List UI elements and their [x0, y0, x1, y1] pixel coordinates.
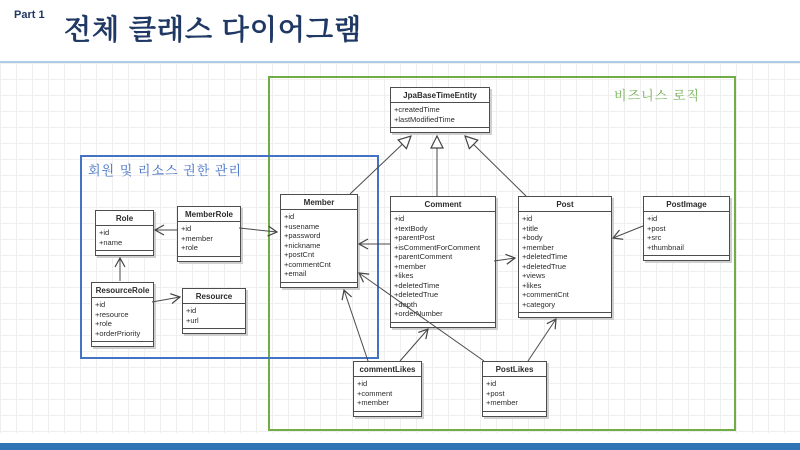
class-role	[95, 210, 154, 256]
class-attribute: +id	[284, 212, 295, 221]
class-operations-empty	[644, 256, 729, 260]
class-attribute: +password	[284, 231, 321, 240]
class-attributes	[281, 210, 357, 283]
class-attribute: +src	[647, 233, 662, 242]
class-commentlikes	[353, 361, 422, 417]
class-attribute: +deletedTime	[394, 280, 440, 290]
class-attribute: +member	[522, 242, 554, 252]
class-attribute: +parentComment	[394, 252, 453, 261]
class-operations-empty	[183, 329, 245, 333]
class-operations-empty	[483, 412, 546, 416]
class-attribute: +id	[181, 224, 192, 233]
class-attribute: +category	[522, 299, 556, 309]
class-attribute: +body	[522, 233, 543, 242]
class-attribute: +orderNumber	[394, 309, 443, 318]
class-title: commentLikes	[354, 362, 421, 377]
class-postlikes	[482, 361, 547, 417]
class-attribute: +id	[394, 214, 405, 223]
part-label: Part 1	[14, 9, 45, 21]
class-attributes	[183, 304, 245, 329]
class-attribute: +title	[522, 223, 539, 233]
class-attribute: +email	[284, 269, 307, 278]
class-title: JpaBaseTimeEntity	[391, 88, 489, 103]
class-attribute: +comment	[357, 388, 393, 398]
class-attributes	[92, 298, 153, 342]
region-business-label: 비즈니스 로직	[614, 88, 700, 103]
class-attribute: +id	[486, 379, 497, 388]
class-attribute: +post	[647, 223, 666, 233]
class-attribute: +commentCnt	[284, 259, 331, 269]
class-attribute: +member	[181, 233, 213, 243]
class-attribute: +orderPriority	[95, 328, 141, 338]
class-attribute: +id	[522, 214, 533, 223]
class-attributes	[354, 377, 421, 412]
class-attribute: +role	[181, 243, 198, 252]
class-attribute: +id	[186, 306, 197, 315]
class-title: Comment	[391, 197, 495, 212]
class-attribute: +deletedTrue	[394, 290, 439, 299]
class-attribute: +textBody	[394, 223, 428, 233]
class-post	[518, 196, 612, 318]
class-attribute: +post	[486, 388, 505, 398]
class-attribute: +parentPost	[394, 233, 435, 242]
class-attribute: +url	[186, 315, 199, 325]
class-title: PostImage	[644, 197, 729, 212]
class-attributes	[178, 222, 240, 257]
class-attribute: +likes	[522, 280, 542, 290]
class-attribute: +depth	[394, 299, 418, 309]
class-attributes	[391, 212, 495, 323]
class-memberrole	[177, 206, 241, 262]
class-attribute: +id	[647, 214, 658, 223]
class-attribute: +role	[95, 319, 112, 328]
class-attribute: +views	[522, 271, 546, 280]
class-attribute: +postCnt	[284, 250, 315, 259]
region-auth-label: 회원 및 리소스 권한 관리	[88, 163, 243, 178]
class-title: Member	[281, 195, 357, 210]
class-attribute: +id	[357, 379, 368, 388]
page-title: 전체 클래스 다이어그램	[64, 14, 363, 45]
class-attribute: +member	[486, 398, 518, 407]
class-attribute: +likes	[394, 271, 414, 280]
class-attributes	[391, 103, 489, 128]
class-attribute: +lastModifiedTime	[394, 114, 455, 124]
class-postimage	[643, 196, 730, 261]
class-operations-empty	[281, 283, 357, 287]
class-title: Role	[96, 211, 153, 226]
class-attributes	[644, 212, 729, 256]
class-attribute: +member	[394, 261, 426, 271]
class-attribute: +member	[357, 398, 389, 407]
class-comment	[390, 196, 496, 328]
class-title: Post	[519, 197, 611, 212]
class-attribute: +id	[99, 228, 110, 237]
class-attributes	[519, 212, 611, 313]
class-attribute: +deletedTrue	[522, 261, 567, 271]
class-attribute: +name	[99, 237, 123, 247]
class-attribute: +createdTime	[394, 105, 440, 114]
class-attributes	[96, 226, 153, 251]
class-operations-empty	[92, 342, 153, 346]
class-operations-empty	[391, 323, 495, 327]
class-title: ResourceRole	[92, 283, 153, 298]
class-attribute: +commentCnt	[522, 290, 569, 299]
class-attribute: +isCommentForComment	[394, 242, 481, 252]
class-attribute: +nickname	[284, 240, 321, 250]
class-operations-empty	[354, 412, 421, 416]
class-member	[280, 194, 358, 288]
class-operations-empty	[519, 313, 611, 317]
class-jpabasetimeentity	[390, 87, 490, 133]
class-attribute: +id	[95, 300, 106, 309]
class-resourcerole	[91, 282, 154, 347]
class-attribute: +thumbnail	[647, 242, 684, 252]
class-operations-empty	[391, 128, 489, 132]
class-attribute: +deletedTime	[522, 252, 568, 261]
class-operations-empty	[178, 257, 240, 261]
class-title: PostLikes	[483, 362, 546, 377]
class-title: Resource	[183, 289, 245, 304]
class-resource	[182, 288, 246, 334]
class-title: MemberRole	[178, 207, 240, 222]
class-attributes	[483, 377, 546, 412]
class-operations-empty	[96, 251, 153, 255]
class-attribute: +resource	[95, 309, 129, 319]
footer-bar	[0, 443, 800, 450]
class-attribute: +usename	[284, 221, 320, 231]
